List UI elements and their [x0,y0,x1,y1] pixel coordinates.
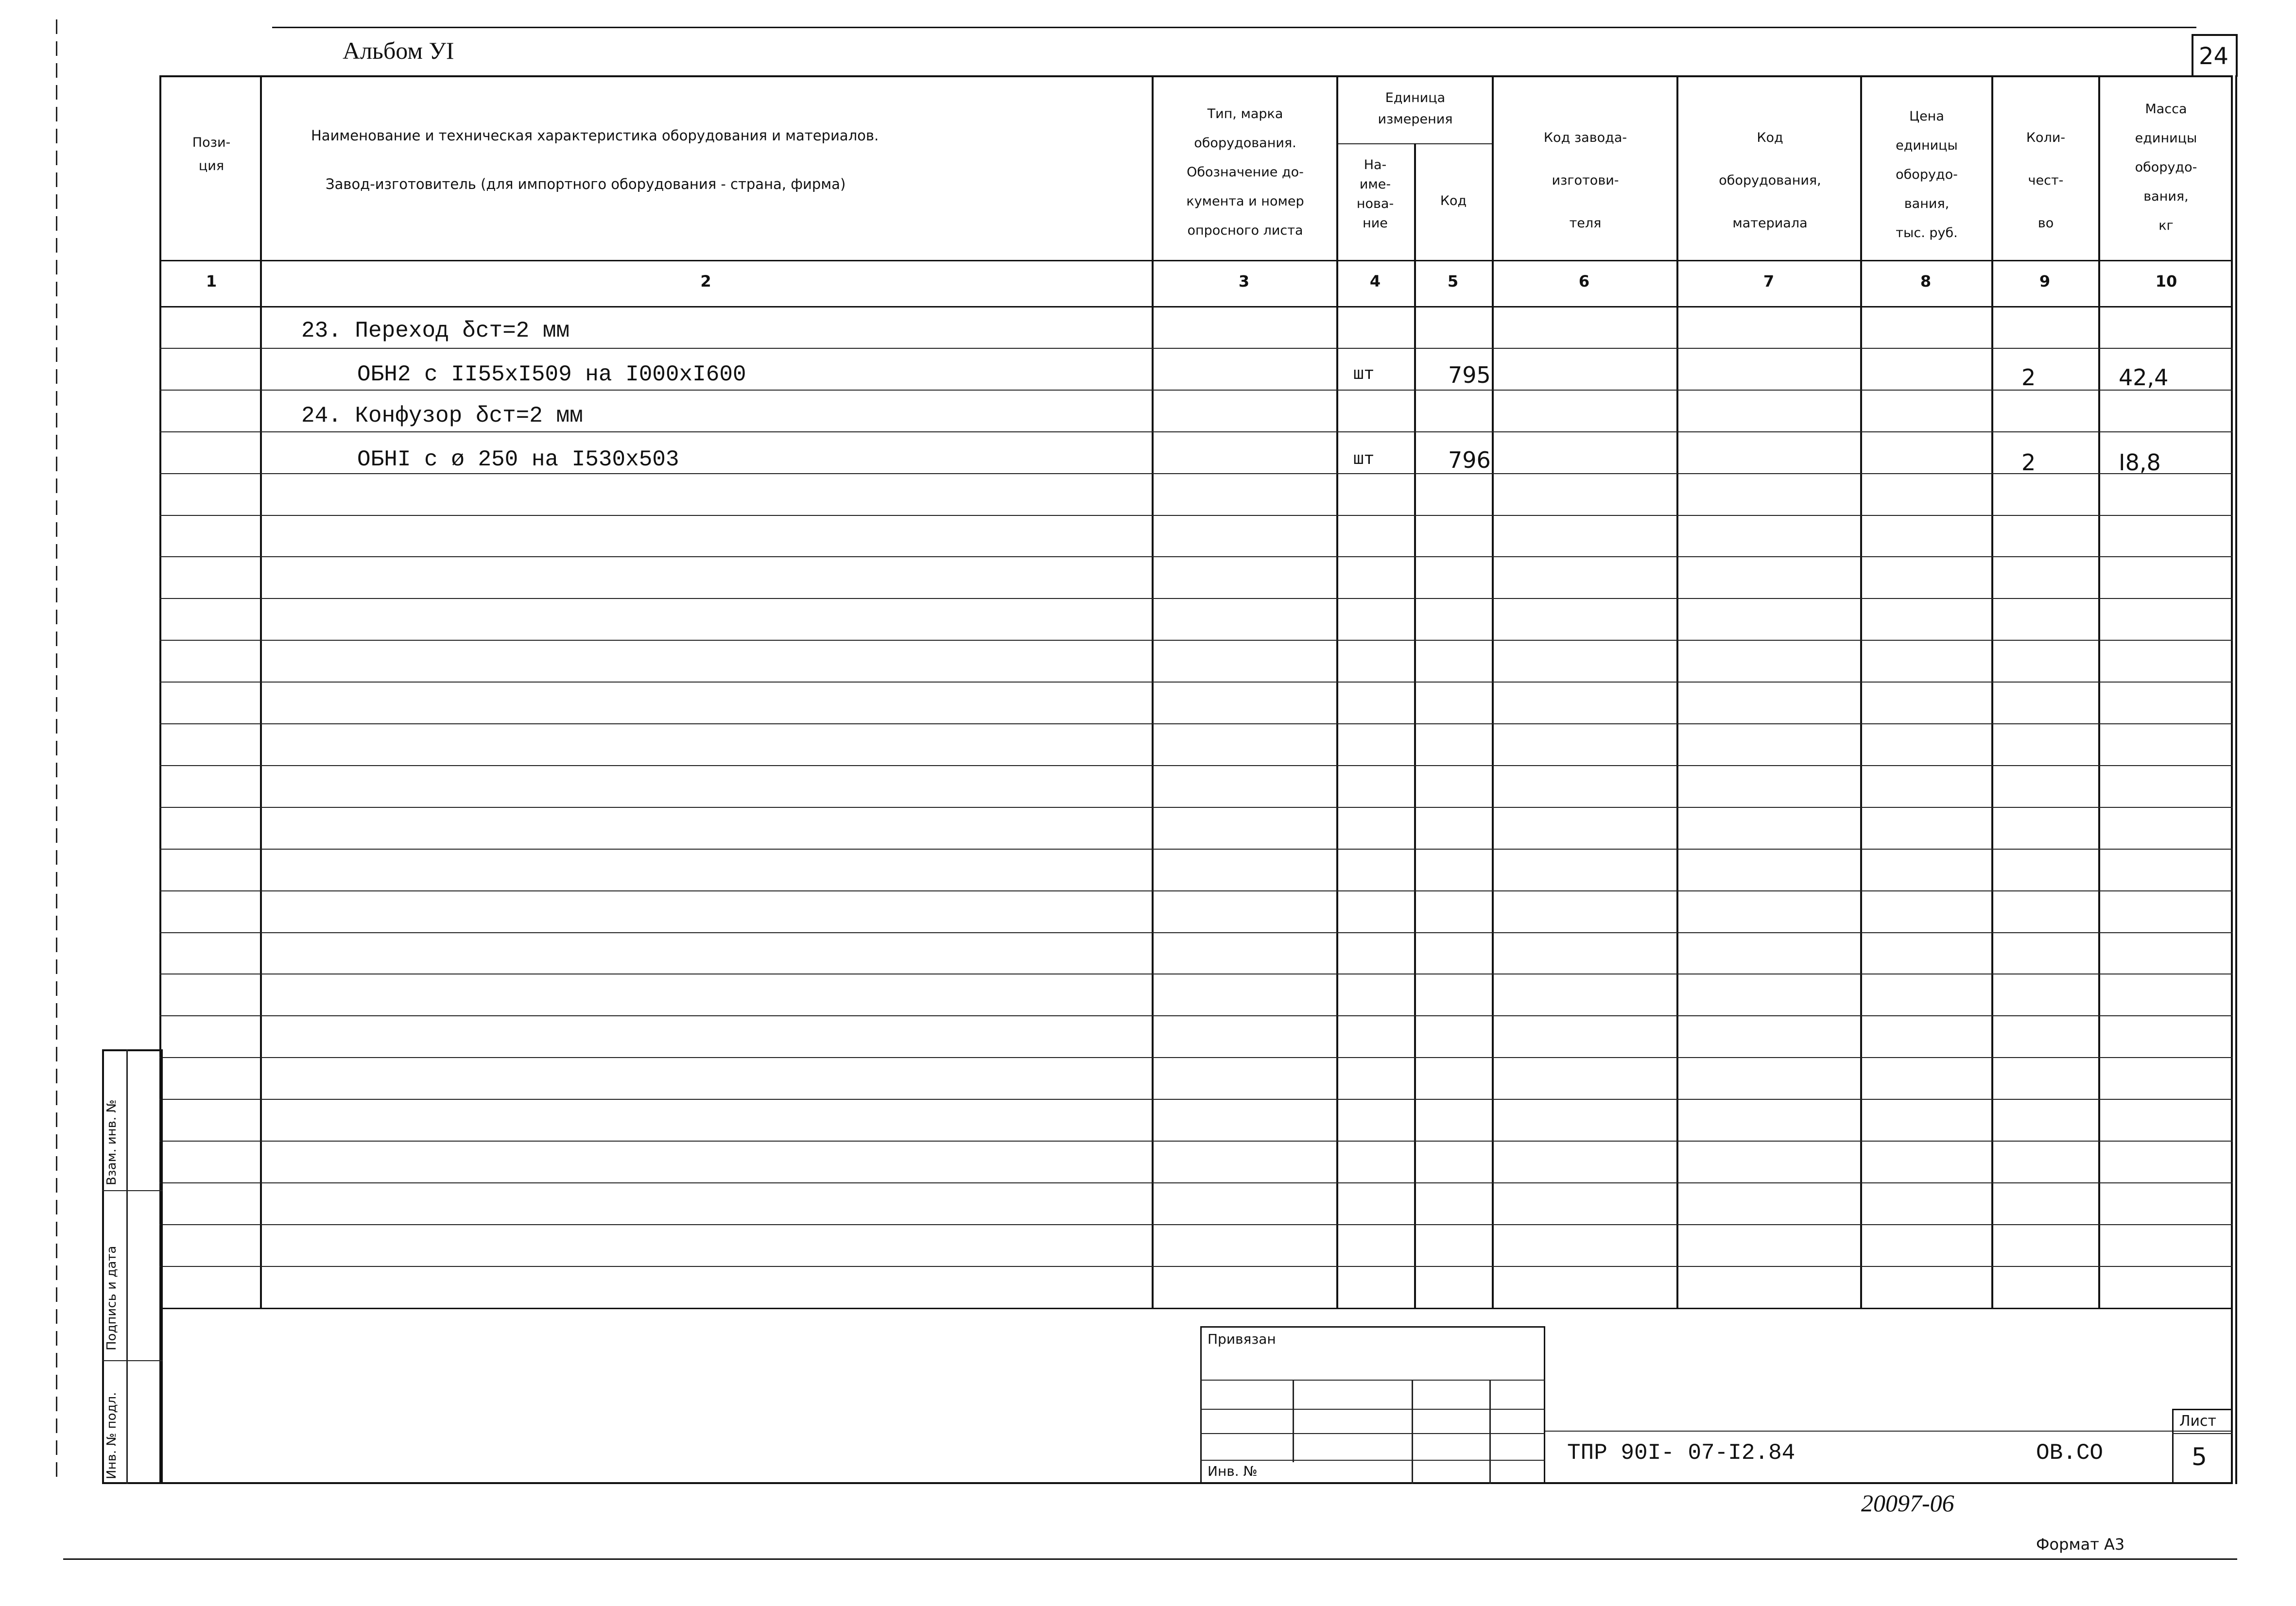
stamp-list-line [2172,1433,2233,1434]
stamp-list-number: 5 [2192,1443,2207,1471]
side-strip-inner [126,1049,128,1484]
colnum-6: 6 [1578,272,1590,290]
stamp-main-top [1545,1431,2233,1432]
header-unit: Единица измерения [1378,90,1453,127]
colnum-7: 7 [1763,272,1775,290]
header-equip-code: Код оборудования, материала [1719,130,1821,231]
table-row-line [159,1015,2233,1016]
stamp-vline-1 [1293,1380,1294,1462]
table-row-line [159,1099,2233,1100]
table-row-line [159,682,2233,683]
colnum-9: 9 [2039,272,2051,290]
col-line-9 [2098,75,2100,1309]
handwritten-number: 20097-06 [1861,1489,1954,1517]
row-24-spec: ОБНI с ø 250 на I530х503 [357,447,679,472]
frame-left-dash [56,19,57,1477]
col-line-1 [260,75,262,1309]
colnum-2: 2 [700,272,711,290]
stamp-privyazan: Привязан [1208,1331,1276,1347]
stamp-vline-2 [1412,1380,1413,1484]
side-label-podpis: Подпись и дата [104,1246,119,1350]
side-label-vzam: Взам. инв. № [104,1099,119,1185]
table-row-line [159,431,2233,432]
row-24-code: 796 [1448,447,1491,473]
header-maker-code: Код завода- изготови- теля [1543,130,1627,231]
header-position: Пози- ция [192,135,231,173]
col-line-4 [1414,143,1416,1309]
header-name-line2: Завод-изготовитель (для импортного оборудования - страна, фирма) [326,176,846,192]
table-row-line [159,1141,2233,1142]
sheet-corner-number: 24 [2199,43,2229,70]
header-unit-code: Код [1440,193,1467,208]
table-row-line [159,515,2233,516]
colnum-4: 4 [1369,272,1381,290]
table-row-line [159,640,2233,641]
table-row-line [159,390,2233,391]
table-row-line [159,849,2233,850]
col-line-6 [1676,75,1678,1309]
row-24-unit: шт [1353,449,1375,469]
row-23-spec: ОБН2 с II55хI509 на I000хI600 [357,362,746,387]
colnum-8: 8 [1920,272,1932,290]
album-title: Альбом УI [343,37,454,64]
table-row-line [159,348,2233,349]
stamp-doc-code: ТПР 90I- 07-I2.84 [1567,1440,1795,1466]
stamp-inv-no: Инв. № [1208,1463,1258,1479]
table-row-line [159,807,2233,808]
header-quantity: Коли- чест- во [2026,130,2066,231]
side-strip-div-2 [102,1360,163,1361]
table-row-line [159,556,2233,557]
side-strip-div-1 [102,1190,163,1191]
table-row-line [159,932,2233,933]
row-23-unit: шт [1353,364,1375,384]
frame-bottom-line [63,1558,2237,1560]
colnum-1: 1 [206,272,217,290]
row-23-qty: 2 [2021,364,2036,391]
colnum-bottom-line [159,306,2233,308]
table-row-line [159,1182,2233,1183]
table-row-line [159,1224,2233,1225]
row-23-code: 795 [1448,362,1491,388]
header-price: Цена единицы оборудо- вания, тыс. руб. [1896,109,1958,240]
format-label: Формат А3 [2036,1535,2125,1554]
stamp-line-3 [1200,1433,1545,1434]
stamp-section: ОВ.СО [2036,1440,2104,1466]
col-line-3 [1336,75,1338,1309]
stamp-line-4 [1200,1460,1545,1461]
colnum-10: 10 [2155,272,2177,290]
stamp-line-2 [1200,1409,1545,1410]
table-row-line [159,723,2233,724]
colnum-5: 5 [1447,272,1459,290]
table-row-line [159,890,2233,891]
body-bottom-line [159,1308,2233,1309]
frame-right-line [2235,75,2237,1484]
col-line-8 [1991,75,1993,1309]
header-bottom-line [159,260,2233,261]
header-unit-name: На- име- нова- ние [1356,157,1394,231]
row-24-mass: I8,8 [2119,449,2161,476]
stamp-vline-3 [1489,1380,1491,1484]
table-row-line [159,1266,2233,1267]
colnum-3: 3 [1238,272,1250,290]
header-name-line1: Наименование и техническая характеристика оборудования и материалов. [311,127,879,144]
table-row-line [159,765,2233,766]
row-23-mass: 42,4 [2119,364,2169,391]
row-24-qty: 2 [2021,449,2036,476]
stamp-list-label: Лист [2179,1413,2217,1430]
stamp-line-1 [1200,1380,1545,1381]
table-row-line [159,473,2233,474]
table-row-line [159,598,2233,599]
side-label-inv: Инв. № подл. [104,1392,119,1479]
col-line-5 [1492,75,1494,1309]
row-23-name: 23. Переход δст=2 мм [301,318,570,343]
frame-top-line [272,27,2196,28]
table-row-line [159,1057,2233,1058]
row-24-name: 24. Конфузор δст=2 мм [301,403,583,428]
col-line-2 [1152,75,1154,1309]
header-mass: Масса единицы оборудо- вания, кг [2135,102,2197,233]
col-line-7 [1860,75,1862,1309]
header-type: Тип, марка оборудования. Обозначение до- кумента и номер опросного листа [1186,106,1304,238]
